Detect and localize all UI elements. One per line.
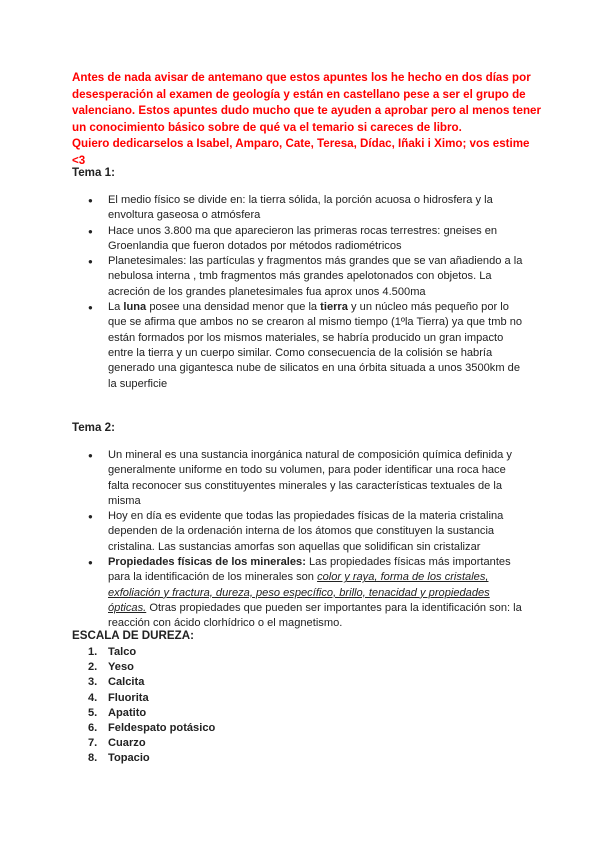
list-item	[88, 645, 215, 660]
list-item: ● Hoy en día es evidente que todas las propiedades físicas de la materia cristalina dependen de la ordenación interna de los átomos que constituyen la sustancia cristalina. Las sustancias amorfas son aquellas que solidifican sin cristalizar	[88, 509, 528, 555]
text-span: posee una densidad menor que la	[146, 301, 321, 314]
intro-line: un conocimiento básico sobre de qué va el temario si careces de libro.	[72, 120, 462, 134]
item-name: Calcita	[108, 676, 145, 689]
list-item	[88, 555, 528, 631]
intro-line: desesperación al examen de geología y están en castellano pese a ser el grupo de	[72, 87, 526, 101]
list-item	[88, 691, 215, 706]
tema1-heading: Tema 1:	[72, 166, 115, 179]
list-item	[88, 675, 215, 690]
item-name: Cuarzo	[108, 737, 146, 750]
bold-luna: luna	[123, 301, 147, 314]
list-item	[88, 751, 215, 766]
item-number: 8.	[88, 752, 98, 765]
item-name: Fluorita	[108, 691, 149, 704]
list-item	[88, 706, 215, 721]
item-number: 1.	[88, 646, 98, 658]
item-name: Talco	[108, 646, 137, 658]
list-item	[88, 300, 528, 392]
tema1-list	[88, 193, 528, 392]
item-number: 3.	[88, 676, 98, 689]
item-number: 2.	[88, 661, 98, 674]
text-span: Las propiedades físicas más importantes para la identificación de los minerales son	[108, 556, 511, 584]
list-item: ● El medio físico se divide en: la tierra sólida, la porción acuosa o hidrosfera y la envoltura gaseosa o atmósfera	[88, 193, 528, 224]
intro-line: valenciano. Estos apuntes dudo mucho que te ayuden a aprobar pero al menos tener	[72, 104, 542, 117]
item-number: 5.	[88, 706, 98, 719]
item-name: Feldespato potásico	[108, 722, 216, 735]
hardness-scale-list	[88, 645, 215, 767]
list-item	[88, 736, 215, 751]
list-item	[88, 660, 215, 675]
item-number: 7.	[88, 737, 98, 750]
item-name: Apatito	[108, 706, 147, 719]
text-span: Otras propiedades que pueden ser importantes para la identificación son: la reacción con ácido clorhídrico o el magnetismo.	[108, 601, 522, 630]
list-item: ● Planetesimales: las partículas y fragmentos más grandes que se van añadiendo a la nebulosa interna , tmb fragmentos más grandes apelotonados con objetos. La acreción de los grandes planetesimales fua aprox unos 4.500ma	[88, 254, 528, 300]
item-name: Topacio	[108, 752, 150, 765]
intro-line: Antes de nada avisar de antemano que estos apuntes los he hecho en dos días por	[72, 71, 531, 84]
underlined-properties: color y raya, forma de los cristales, exfoliación y fractura, dureza, peso específico, brillo, tenacidad y propiedades ópticas.	[108, 571, 490, 614]
tema2-list	[88, 448, 528, 632]
tema2-heading: Tema 2:	[72, 421, 115, 434]
list-item: ● Hace unos 3.800 ma que aparecieron las primeras rocas terrestres: gneises en Groenlandia que fueron dotados por métodos radiométricos	[88, 224, 528, 255]
escala-title: ESCALA DE DUREZA:	[72, 629, 194, 642]
list-item	[88, 721, 215, 736]
item-name: Yeso	[108, 661, 134, 674]
text-span: y un núcleo más pequeño por lo que se afirma que ambos no se crearon al mismo tiempo (1ºla Tierra) ya que tmb no están formados por los mismos materiales, se habría producido un gran impacto entre la tierra y un cuerpo similar. Como consecuencia de la colisión se habría generado una gigantesca nube de silicatos en una órbita situada a unos 3500km de la superficie	[108, 301, 523, 390]
intro-line: Quiero dedicarselos a Isabel, Amparo, Cate, Teresa, Dídac, Iñaki i Ximo; vos estime <3	[72, 137, 530, 167]
text-span: La	[108, 301, 124, 314]
item-number: 4.	[88, 691, 98, 704]
bold-tierra: tierra	[320, 301, 348, 314]
list-item: ● Un mineral es una sustancia inorgánica natural de composición química definida y generalmente uniforme en todo su volumen, para poder identificar una roca hace falta reconocer sus constituyentes minerales y las características textuales de la misma	[88, 448, 528, 509]
bold-properties-label: Propiedades físicas de los minerales:	[108, 556, 306, 569]
intro-note	[72, 70, 542, 169]
item-number: 6.	[88, 722, 98, 735]
